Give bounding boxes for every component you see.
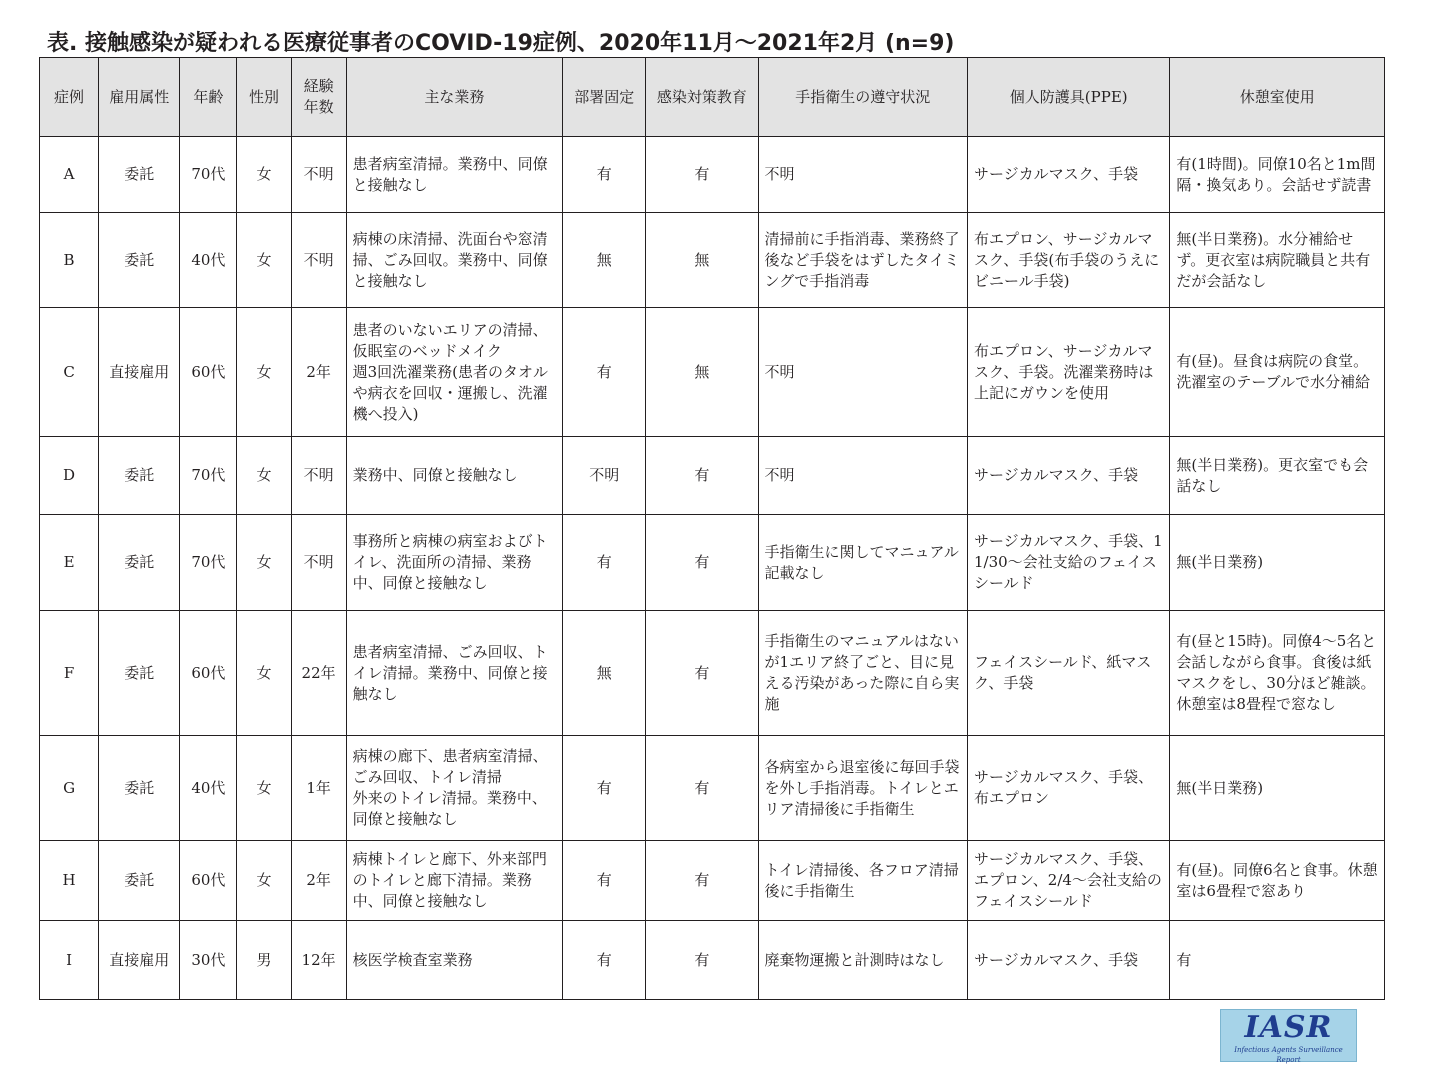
row-education: 無 <box>646 308 758 437</box>
row-ppe: サージカルマスク、手袋 <box>967 437 1169 515</box>
row-ppe: サージカルマスク、手袋、11/30〜会社支給のフェイスシールド <box>967 515 1169 611</box>
row-years: 1年 <box>291 736 346 841</box>
row-hand-hygiene: 不明 <box>758 308 967 437</box>
header-case: 症例 <box>40 58 99 137</box>
table-row <box>40 137 1385 213</box>
row-fixed-dept: 有 <box>563 841 646 921</box>
row-years: 2年 <box>291 841 346 921</box>
row-case: D <box>40 437 99 515</box>
row-fixed-dept: 有 <box>563 736 646 841</box>
header-hand-hygiene: 手指衛生の遵守状況 <box>758 58 967 137</box>
row-ppe: サージカルマスク、手袋 <box>967 137 1169 213</box>
row-break-room: 有(昼)。昼食は病院の食堂。洗濯室のテーブルで水分補給 <box>1170 308 1385 437</box>
row-years: 12年 <box>291 921 346 1000</box>
row-break-room: 有(昼と15時)。同僚4〜5名と会話しながら食事。食後は紙マスクをし、30分ほど雑談。休憩室は8畳程で窓なし <box>1170 611 1385 736</box>
row-sex: 女 <box>237 308 291 437</box>
row-case: A <box>40 137 99 213</box>
row-education: 有 <box>646 437 758 515</box>
case-table <box>39 57 1385 1000</box>
row-ppe: サージカルマスク、手袋、布エプロン <box>967 736 1169 841</box>
row-hand-hygiene: 清掃前に手指消毒、業務終了後など手袋をはずしたタイミングで手指消毒 <box>758 213 967 308</box>
row-sex: 女 <box>237 736 291 841</box>
row-education: 有 <box>646 841 758 921</box>
header-sex: 性別 <box>237 58 291 137</box>
row-fixed-dept: 有 <box>563 137 646 213</box>
row-hand-hygiene: トイレ清掃後、各フロア清掃後に手指衛生 <box>758 841 967 921</box>
row-age: 70代 <box>180 137 237 213</box>
row-age: 70代 <box>180 515 237 611</box>
row-age: 60代 <box>180 841 237 921</box>
row-sex: 女 <box>237 213 291 308</box>
row-break-room: 無(半日業務)。水分補給せず。更衣室は病院職員と共有だが会話なし <box>1170 213 1385 308</box>
row-break-room: 有(昼)。同僚6名と食事。休憩室は6畳程で窓あり <box>1170 841 1385 921</box>
header-fixed-dept: 部署固定 <box>563 58 646 137</box>
row-fixed-dept: 無 <box>563 611 646 736</box>
row-employment: 委託 <box>99 736 180 841</box>
header-duties: 主な業務 <box>346 58 562 137</box>
row-age: 30代 <box>180 921 237 1000</box>
table-title: 表. 接触感染が疑われる医療従事者のCOVID-19症例、2020年11月〜2021年2月 (n=9) <box>47 31 955 56</box>
row-employment: 直接雇用 <box>99 308 180 437</box>
row-ppe: サージカルマスク、手袋 <box>967 921 1169 1000</box>
row-sex: 女 <box>237 611 291 736</box>
row-break-room: 有 <box>1170 921 1385 1000</box>
row-duties: 病棟の廊下、患者病室清掃、ごみ回収、トイレ清掃 外来のトイレ清掃。業務中、同僚と接触なし <box>346 736 562 841</box>
row-education: 有 <box>646 137 758 213</box>
row-years: 2年 <box>291 308 346 437</box>
row-duties: 事務所と病棟の病室およびトイレ、洗面所の清掃、業務中、同僚と接触なし <box>346 515 562 611</box>
row-ppe: 布エプロン、サージカルマスク、手袋(布手袋のうえにビニール手袋) <box>967 213 1169 308</box>
header-age: 年齢 <box>180 58 237 137</box>
table-row <box>40 736 1385 841</box>
row-sex: 女 <box>237 841 291 921</box>
row-years: 不明 <box>291 437 346 515</box>
row-duties: 核医学検査室業務 <box>346 921 562 1000</box>
header-years: 経験年数 <box>291 58 346 137</box>
header-employment: 雇用属性 <box>99 58 180 137</box>
row-break-room: 無(半日業務)。更衣室でも会話なし <box>1170 437 1385 515</box>
row-years: 不明 <box>291 213 346 308</box>
table-row <box>40 921 1385 1000</box>
row-education: 有 <box>646 736 758 841</box>
table-row <box>40 437 1385 515</box>
row-sex: 男 <box>237 921 291 1000</box>
row-age: 60代 <box>180 308 237 437</box>
row-hand-hygiene: 廃棄物運搬と計測時はなし <box>758 921 967 1000</box>
row-break-room: 無(半日業務) <box>1170 736 1385 841</box>
header-break-room: 休憩室使用 <box>1170 58 1385 137</box>
row-duties: 患者病室清掃、ごみ回収、トイレ清掃。業務中、同僚と接触なし <box>346 611 562 736</box>
row-age: 70代 <box>180 437 237 515</box>
logo-sub-text: Infectious Agents Surveillance Report <box>1234 1046 1343 1064</box>
row-employment: 委託 <box>99 213 180 308</box>
iasr-logo <box>1220 1009 1357 1062</box>
row-age: 40代 <box>180 213 237 308</box>
row-sex: 女 <box>237 137 291 213</box>
row-case: G <box>40 736 99 841</box>
table-row <box>40 213 1385 308</box>
row-employment: 委託 <box>99 137 180 213</box>
row-case: F <box>40 611 99 736</box>
row-education: 無 <box>646 213 758 308</box>
row-education: 有 <box>646 515 758 611</box>
row-ppe: サージカルマスク、手袋、エプロン、2/4〜会社支給のフェイスシールド <box>967 841 1169 921</box>
table-row <box>40 611 1385 736</box>
row-case: C <box>40 308 99 437</box>
logo-main-text: IASR <box>1244 1010 1333 1045</box>
row-break-room: 有(1時間)。同僚10名と1m間隔・換気あり。会話せず読書 <box>1170 137 1385 213</box>
row-employment: 委託 <box>99 611 180 736</box>
header-row <box>40 58 1385 137</box>
row-duties: 病棟トイレと廊下、外来部門のトイレと廊下清掃。業務中、同僚と接触なし <box>346 841 562 921</box>
row-hand-hygiene: 不明 <box>758 137 967 213</box>
row-age: 60代 <box>180 611 237 736</box>
table-row <box>40 515 1385 611</box>
header-ppe: 個人防護具(PPE) <box>967 58 1169 137</box>
row-sex: 女 <box>237 515 291 611</box>
row-fixed-dept: 有 <box>563 515 646 611</box>
row-ppe: フェイスシールド、紙マスク、手袋 <box>967 611 1169 736</box>
row-fixed-dept: 無 <box>563 213 646 308</box>
header-education: 感染対策教育 <box>646 58 758 137</box>
row-hand-hygiene: 各病室から退室後に毎回手袋を外し手指消毒。トイレとエリア清掃後に手指衛生 <box>758 736 967 841</box>
row-duties: 業務中、同僚と接触なし <box>346 437 562 515</box>
row-ppe: 布エプロン、サージカルマスク、手袋。洗濯業務時は上記にガウンを使用 <box>967 308 1169 437</box>
row-years: 22年 <box>291 611 346 736</box>
row-case: H <box>40 841 99 921</box>
row-hand-hygiene: 不明 <box>758 437 967 515</box>
row-education: 有 <box>646 921 758 1000</box>
row-duties: 病棟の床清掃、洗面台や窓清掃、ごみ回収。業務中、同僚と接触なし <box>346 213 562 308</box>
table-row <box>40 841 1385 921</box>
row-case: E <box>40 515 99 611</box>
row-sex: 女 <box>237 437 291 515</box>
row-hand-hygiene: 手指衛生のマニュアルはないが1エリア終了ごと、目に見える汚染があった際に自ら実施 <box>758 611 967 736</box>
row-fixed-dept: 有 <box>563 921 646 1000</box>
row-fixed-dept: 不明 <box>563 437 646 515</box>
row-hand-hygiene: 手指衛生に関してマニュアル記載なし <box>758 515 967 611</box>
row-employment: 委託 <box>99 437 180 515</box>
row-years: 不明 <box>291 515 346 611</box>
row-duties: 患者病室清掃。業務中、同僚と接触なし <box>346 137 562 213</box>
row-employment: 委託 <box>99 841 180 921</box>
row-duties: 患者のいないエリアの清掃、仮眠室のベッドメイク 週3回洗濯業務(患者のタオルや病衣を回収・運搬し、洗濯機へ投入) <box>346 308 562 437</box>
row-fixed-dept: 有 <box>563 308 646 437</box>
row-case: I <box>40 921 99 1000</box>
row-case: B <box>40 213 99 308</box>
row-break-room: 無(半日業務) <box>1170 515 1385 611</box>
row-employment: 直接雇用 <box>99 921 180 1000</box>
row-employment: 委託 <box>99 515 180 611</box>
row-education: 有 <box>646 611 758 736</box>
row-years: 不明 <box>291 137 346 213</box>
row-age: 40代 <box>180 736 237 841</box>
table-row <box>40 308 1385 437</box>
